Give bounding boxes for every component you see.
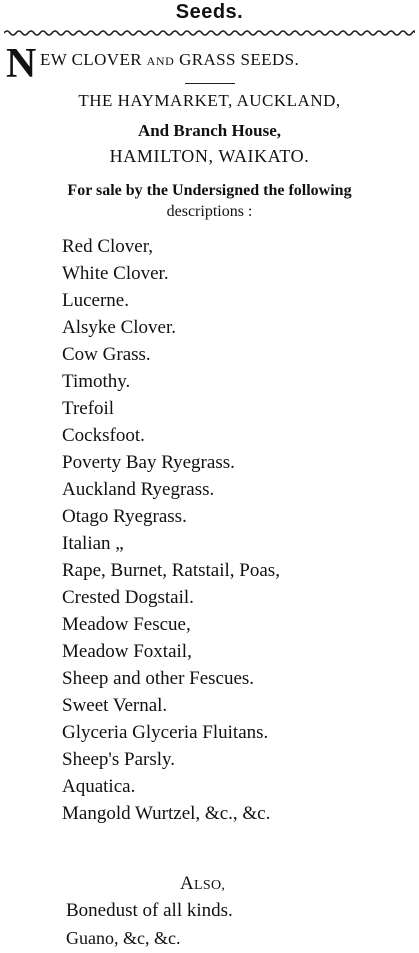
guano-item: Guano, &c, &c. <box>66 928 181 948</box>
title-drop-cap: N <box>6 41 37 87</box>
also-rest: LSO, <box>194 878 226 893</box>
title-part-1: EW CLOVER <box>40 50 147 69</box>
seed-item: Cow Grass. <box>62 344 151 365</box>
seed-item: Alsyke Clover. <box>62 317 176 338</box>
seed-item: Glyceria Glyceria Fluitans. <box>62 722 269 743</box>
seed-item: Mangold Wurtzel, &c., &c. <box>62 803 271 824</box>
seed-item: Meadow Fescue, <box>62 614 191 635</box>
seed-item: White Clover. <box>62 263 169 284</box>
short-rule-divider <box>185 83 235 84</box>
section-heading: Seeds. <box>175 1 244 23</box>
address-line-2: And Branch House, <box>137 121 282 140</box>
seed-item: Meadow Foxtail, <box>62 641 192 662</box>
title-text <box>40 50 299 71</box>
wavy-rule-divider <box>4 28 415 38</box>
title-part-2: GRASS SEEDS. <box>174 50 300 69</box>
seed-item: Italian „ <box>62 533 124 554</box>
seed-item: Red Clover, <box>62 236 154 257</box>
seed-item: Timothy. <box>62 371 131 392</box>
seed-item: Lucerne. <box>62 290 129 311</box>
seed-item: Aquatica. <box>62 776 136 797</box>
seed-item: Cocksfoot. <box>62 425 145 446</box>
seed-item: Sheep and other Fescues. <box>62 668 255 689</box>
intro-line-1: For sale by the Undersigned the following <box>67 182 352 199</box>
seed-item: Rape, Burnet, Ratstail, Poas, <box>62 560 280 581</box>
seed-item: Poverty Bay Ryegrass. <box>62 452 235 473</box>
advert-title <box>6 41 416 87</box>
bonedust-item: Bonedust of all kinds. <box>66 900 233 921</box>
seed-item: Sweet Vernal. <box>62 695 168 716</box>
also-heading <box>180 873 225 897</box>
title-and: AND <box>146 54 175 68</box>
seed-item: Auckland Ryegrass. <box>62 479 215 500</box>
address-line-3: HAMILTON, WAIKATO. <box>109 146 310 166</box>
seed-item: Trefoil <box>62 398 115 419</box>
intro-line-2: descriptions : <box>166 203 253 220</box>
seed-item: Otago Ryegrass. <box>62 506 187 527</box>
address-line-1: THE HAYMARKET, AUCKLAND, <box>78 91 341 110</box>
seed-item: Sheep's Parsly. <box>62 749 176 770</box>
wavy-rule-line <box>4 31 415 35</box>
also-first-letter: A <box>180 873 195 894</box>
seed-item: Crested Dogstail. <box>62 587 194 608</box>
